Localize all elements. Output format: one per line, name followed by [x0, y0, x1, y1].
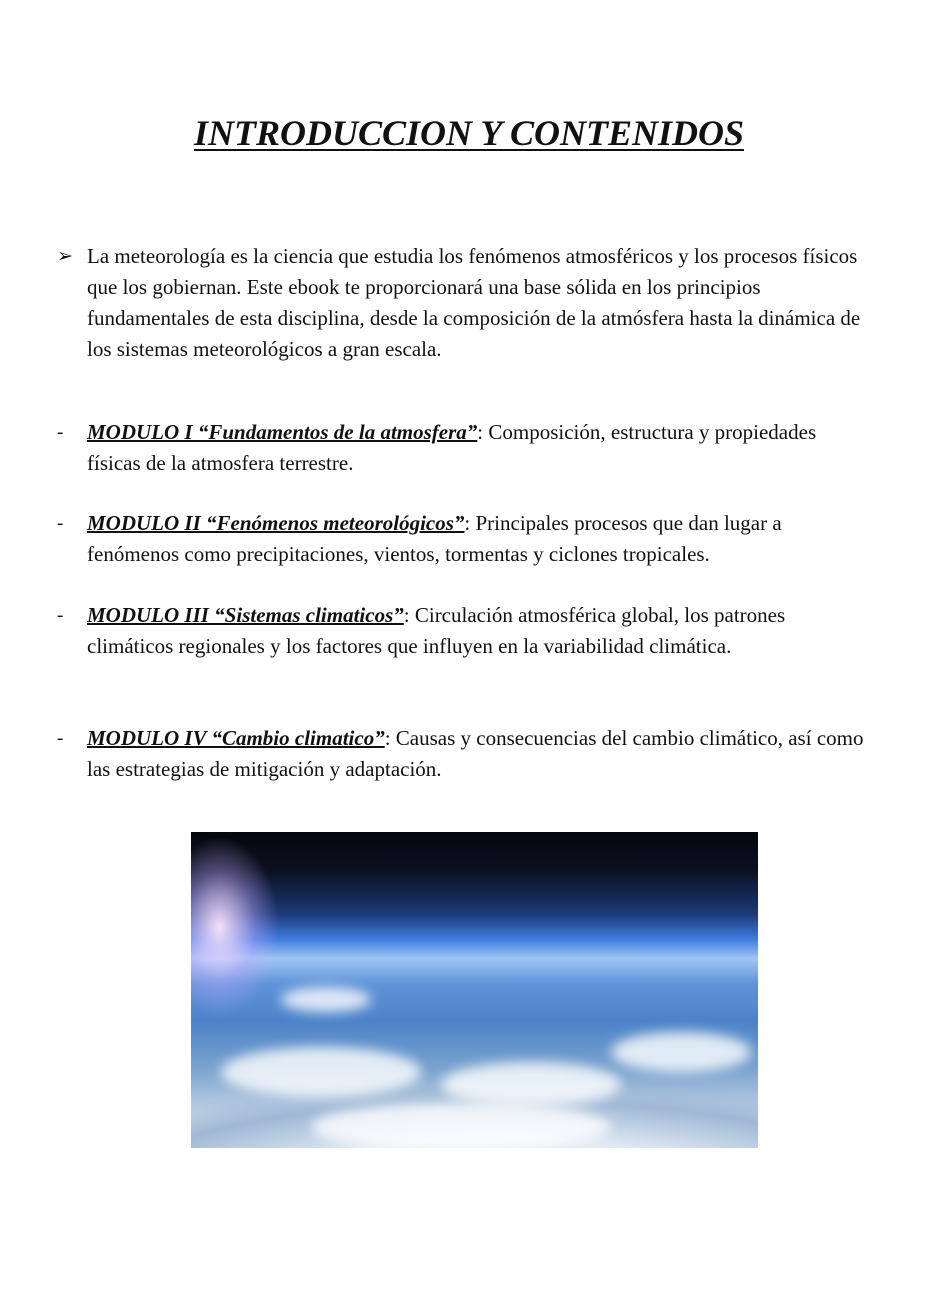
module-heading: MODULO IV “Cambio climatico”: [87, 726, 385, 750]
dash-marker: -: [57, 728, 64, 749]
module-item: [57, 508, 867, 570]
earth-atmosphere-image: [191, 832, 758, 1148]
cloud: [611, 1032, 751, 1072]
module-description: : Circulación atmosférica global, los patrones climáticos regionales y los factores que influyen en la variabilidad climática.: [87, 603, 786, 658]
module-description: : Principales procesos que dan lugar a fenómenos como precipitaciones, vientos, tormentas y ciclones tropicales.: [87, 511, 782, 566]
cloud: [311, 1102, 611, 1148]
module-heading: MODULO I “Fundamentos de la atmosfera”: [87, 420, 478, 444]
dash-marker: -: [57, 605, 64, 626]
module-description: : Causas y consecuencias del cambio climático, así como las estrategias de mitigación y adaptación.: [87, 726, 864, 781]
dash-marker: -: [57, 422, 64, 443]
cloud: [221, 1047, 421, 1097]
intro-text: La meteorología es la ciencia que estudia los fenómenos atmosféricos y los procesos físicos que los gobiernan. Este ebook te proporcionará una base sólida en los principios fundamentales de esta disciplina, desde la composición de la atmósfera hasta la dinámica de los sistemas meteorológicos a gran escala.: [87, 244, 861, 361]
arrowhead-bullet-icon: ➢: [57, 246, 73, 267]
cloud: [281, 987, 371, 1012]
page-title: INTRODUCCION Y CONTENIDOS: [193, 113, 745, 153]
module-item: [57, 723, 867, 785]
module-item: [57, 600, 867, 662]
module-item: [57, 417, 867, 479]
cloud: [441, 1062, 621, 1107]
dash-marker: -: [57, 513, 64, 534]
intro-paragraph: [57, 241, 867, 365]
module-heading: MODULO II “Fenómenos meteorológicos”: [87, 511, 465, 535]
module-heading: MODULO III “Sistemas climaticos”: [87, 603, 404, 627]
module-description: : Composición, estructura y propiedades físicas de la atmosfera terrestre.: [87, 420, 817, 475]
